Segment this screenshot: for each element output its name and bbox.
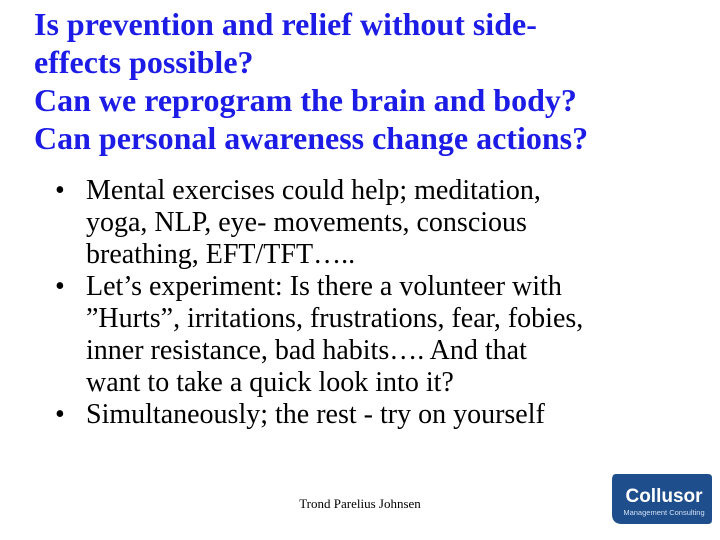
bullet-list xyxy=(55,175,695,431)
bullet-marker: • xyxy=(55,399,65,430)
bullet-line: Simultaneously; the rest - try on yourself xyxy=(86,399,545,430)
bullet-marker: • xyxy=(55,175,65,206)
slide-title xyxy=(34,5,714,157)
bullet-item-experiment xyxy=(55,271,695,399)
bullet-line: breathing, EFT/TFT….. xyxy=(86,239,356,270)
bullet-line: Let’s experiment: Is there a volunteer with xyxy=(86,271,562,302)
bullet-line: inner resistance, bad habits…. And that xyxy=(86,335,527,366)
bullet-line: want to take a quick look into it? xyxy=(86,367,454,398)
bullet-line: ”Hurts”, irritations, frustrations, fear, fobies, xyxy=(86,303,584,334)
title-line-4: Can personal awareness change actions? xyxy=(34,120,589,156)
title-line-3: Can we reprogram the brain and body? xyxy=(34,82,577,118)
logo-tagline: Management Consulting xyxy=(623,508,705,517)
bullet-marker: • xyxy=(55,271,65,302)
bullet-item-mental-exercises xyxy=(55,175,695,271)
bullet-item-simultaneously xyxy=(55,399,695,431)
bullet-line: yoga, NLP, eye- movements, conscious xyxy=(86,207,527,238)
collusor-logo xyxy=(608,472,714,528)
logo-name: Collusor xyxy=(625,486,703,507)
title-line-2: effects possible? xyxy=(34,44,254,80)
footer-author: Trond Parelius Johnsen xyxy=(299,496,421,511)
bullet-line: Mental exercises could help; meditation, xyxy=(86,175,541,206)
title-line-1: Is prevention and relief without side- xyxy=(34,6,537,42)
